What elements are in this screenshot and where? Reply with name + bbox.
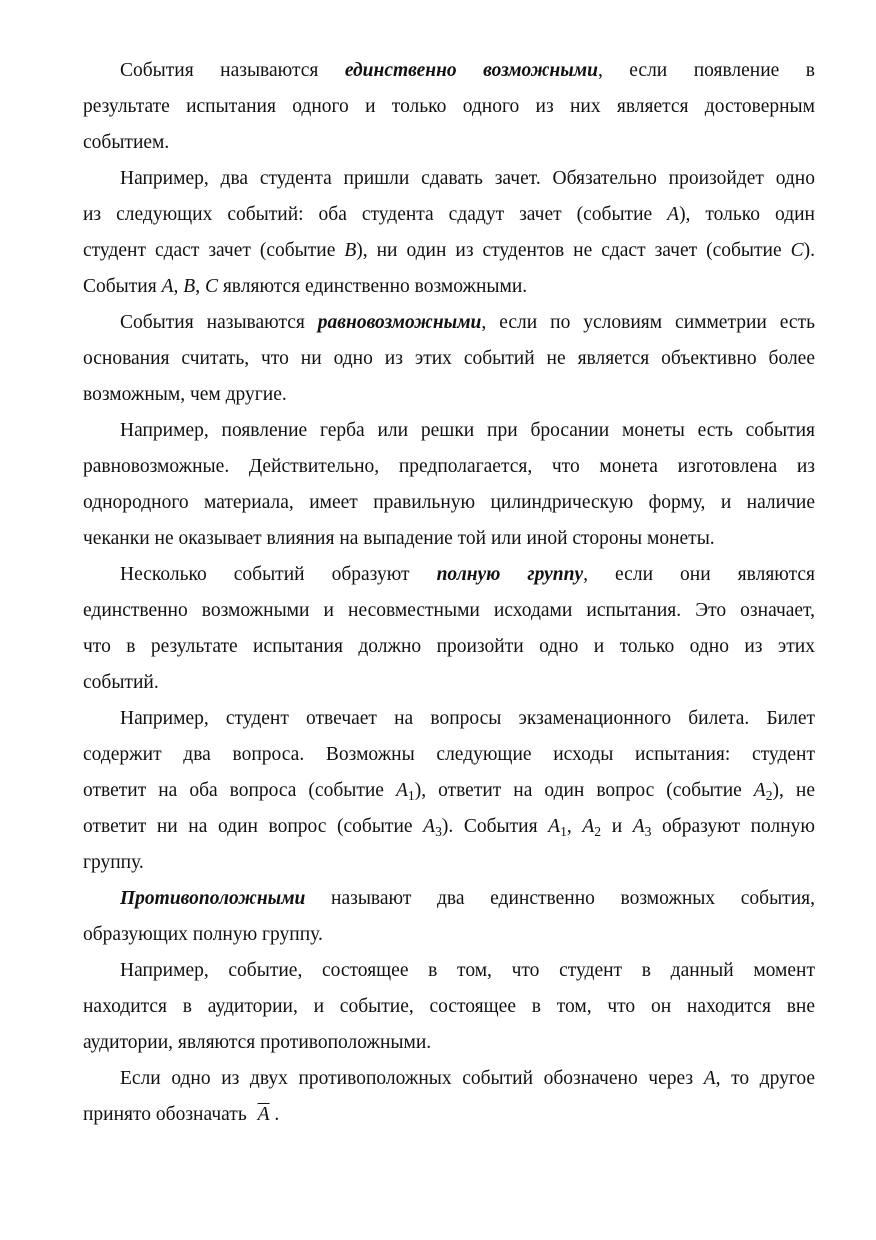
text-run: возможным, чем другие. [83, 384, 287, 405]
text-run: единственно возможными и несовместными исходами испытания. Это означает, [83, 600, 815, 621]
text-run: Например, студент отвечает на вопросы экзаменационного билета. Билет [120, 708, 815, 729]
text-run: студент сдаст зачет (событие [83, 240, 345, 261]
text-line [83, 377, 815, 413]
text-run: группу. [83, 852, 144, 873]
paragraph [83, 161, 815, 305]
text-run: , если появление в [597, 60, 815, 81]
math-variable: A [548, 816, 561, 837]
text-line [83, 197, 815, 233]
text-run: События называются [120, 312, 318, 333]
text-run: однородного материала, имеет правильную цилиндрическую форму, и наличие [83, 492, 815, 513]
math-variable: B [183, 276, 196, 297]
text-run: ответит на оба вопроса (событие [83, 780, 396, 801]
text-line [83, 269, 815, 305]
text-run: , [195, 276, 205, 297]
paragraph [83, 557, 815, 701]
text-run: События называются [120, 60, 345, 81]
math-variable: A [582, 816, 595, 837]
paragraph [83, 305, 815, 413]
math-variable: C [204, 276, 218, 297]
text-run: События [83, 276, 162, 297]
text-run: если они являются [588, 564, 815, 585]
text-run: Несколько событий образуют [120, 564, 437, 585]
math-variable: A [161, 276, 174, 297]
paragraph [83, 53, 815, 161]
text-line [83, 701, 815, 737]
text-run: что в результате испытания должно произойти одно и только одно из этих [83, 636, 815, 657]
text-run: и [601, 816, 633, 837]
math-variable: B [344, 240, 357, 261]
text-run: аудитории, являются противоположными. [83, 1032, 432, 1053]
term-bold-italic: полную группу [436, 564, 584, 585]
document-page [83, 53, 815, 1133]
text-run: , то другое [715, 1068, 815, 1089]
term-bold-italic: Противоположными [120, 888, 306, 909]
text-run: , если по условиям симметрии есть [481, 312, 815, 333]
text-run: , [173, 276, 184, 297]
subscript: 3 [644, 824, 652, 840]
text-run: , [566, 816, 583, 837]
term-bold-italic: равновозможными [317, 312, 482, 333]
text-run: ), ответит на один вопрос (событие [414, 780, 754, 801]
text-run: Например, появление герба или решки при бросании монеты есть события [120, 420, 815, 441]
text-run: равновозможные. Действительно, предполагается, что монета изготовлена из [83, 456, 815, 477]
text-line [83, 953, 815, 989]
text-run: Если одно из двух противоположных событий обозначено через [120, 1068, 704, 1089]
text-run: находится в аудитории, и событие, состоящее в том, что он находится вне [83, 996, 815, 1017]
text-line [83, 629, 815, 665]
text-run: образуют полную [651, 816, 816, 837]
paragraph [83, 701, 815, 881]
overlined-variable: $\overline{A}$ [257, 1104, 270, 1125]
math-variable: A [423, 816, 436, 837]
text-run: событий. [83, 672, 159, 693]
text-run: Например, событие, состоящее в том, что студент в данный момент [120, 960, 815, 981]
text-line [83, 449, 815, 485]
text-run: ). [803, 240, 815, 261]
text-line [83, 773, 815, 809]
text-line [83, 593, 815, 629]
text-line [83, 1097, 815, 1133]
paragraph [83, 953, 815, 1061]
text-run: ), не [772, 780, 815, 801]
text-run: являются единственно возможными. [217, 276, 528, 297]
text-line [83, 557, 815, 593]
text-run: результате испытания одного и только одного из них является достоверным [83, 96, 815, 117]
text-line [83, 809, 815, 845]
math-variable: A [395, 780, 408, 801]
math-variable: C [790, 240, 804, 261]
text-run: содержит два вопроса. Возможны следующие исходы испытания: студент [83, 744, 815, 765]
text-line [83, 845, 815, 881]
text-run: из следующих событий: оба студента сдадут зачет (событие [83, 204, 668, 225]
text-line [83, 305, 815, 341]
subscript: 2 [765, 788, 773, 804]
text-line [83, 1061, 815, 1097]
text-run: ответит ни на один вопрос (событие [83, 816, 424, 837]
text-line [83, 53, 815, 89]
text-run: основания считать, что ни одно из этих событий не является объективно более [83, 348, 815, 369]
text-run: Например, два студента пришли сдавать зачет. Обязательно произойдет одно [120, 168, 815, 189]
text-line [83, 917, 815, 953]
text-line [83, 233, 815, 269]
paragraph [83, 413, 815, 557]
paragraph [83, 881, 815, 953]
text-run: называют два единственно возможных события, [305, 888, 815, 909]
text-line [83, 737, 815, 773]
subscript: 3 [435, 824, 442, 840]
text-run: ). События [441, 816, 549, 837]
text-run: событием. [83, 132, 170, 153]
text-line [83, 341, 815, 377]
text-run: ), ни один из студентов не сдаст зачет (событие [356, 240, 791, 261]
text-line [83, 881, 815, 917]
text-run: ), только один [679, 204, 815, 225]
subscript: 1 [560, 824, 567, 840]
math-variable: A [703, 1068, 716, 1089]
math-variable: , [583, 564, 589, 585]
paragraph [83, 1061, 815, 1133]
text-line [83, 413, 815, 449]
text-line [83, 989, 815, 1025]
text-run: образующих полную группу. [83, 924, 323, 945]
text-run: . [269, 1104, 280, 1125]
term-bold-italic: единственно возможными [344, 60, 598, 81]
text-line [83, 485, 815, 521]
math-variable: A [667, 204, 680, 225]
text-line [83, 161, 815, 197]
text-line [83, 665, 815, 701]
text-line [83, 1025, 815, 1061]
math-variable: A [753, 780, 766, 801]
text-line [83, 89, 815, 125]
math-variable: A [632, 816, 645, 837]
text-run: принято обозначать [83, 1104, 252, 1125]
text-run: чеканки не оказывает влияния на выпадение той или иной стороны монеты. [83, 528, 715, 549]
subscript: 2 [594, 824, 602, 840]
text-line [83, 521, 815, 557]
text-line [83, 125, 815, 161]
subscript: 1 [407, 788, 415, 804]
